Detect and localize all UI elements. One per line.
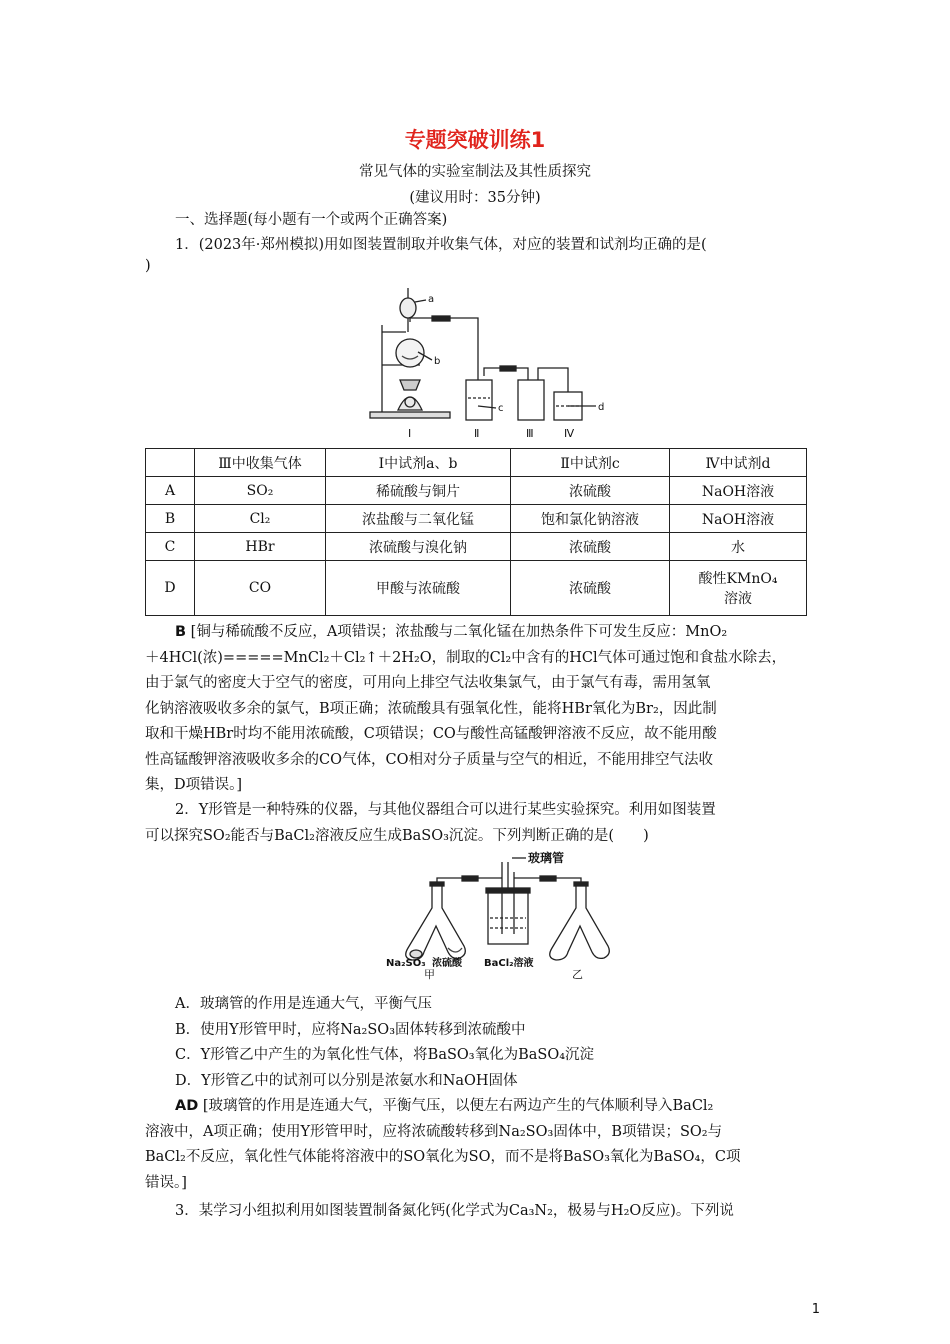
table-cell: 甲酸与浓硫酸 [326, 561, 511, 616]
q1-answer: B [175, 624, 187, 640]
option-c: C．Y形管乙中产生的为氧化性气体，将BaSO₃氧化为BaSO₄沉淀 [175, 1047, 595, 1063]
page-subtitle: 常见气体的实验室制法及其性质探究 [359, 164, 591, 180]
table-cell: C [146, 533, 195, 561]
q2-options [175, 992, 815, 1094]
option-d: D．Y形管乙中的试剂可以分别是浓氨水和NaOH固体 [175, 1072, 518, 1089]
table-cell: 饱和氯化钠溶液 [511, 505, 670, 533]
table-cell: 浓硫酸 [511, 533, 670, 561]
q1-label-c: c [498, 403, 504, 414]
table-cell: A [146, 477, 195, 505]
q1-label-d: d [598, 402, 605, 413]
q1-label-IV: Ⅳ [564, 427, 575, 440]
explanation-line: 集，D项错误。] [145, 777, 243, 793]
table-header-cell: Ⅳ中试剂d [670, 449, 807, 477]
q1-label-I: I [408, 427, 412, 440]
table-cell: HBr [195, 533, 326, 561]
q2-answer: AD [175, 1098, 199, 1114]
table-header-cell: Ⅰ中试剂a、b [326, 449, 511, 477]
explanation-line: [铜与稀硫酸不反应，A项错误；浓盐酸与二氧化锰在加热条件下可发生反应：MnO₂ [190, 624, 728, 640]
table-cell: CO [195, 561, 326, 616]
page-number: 1 [811, 1302, 820, 1317]
table-cell: 浓硫酸 [511, 561, 670, 616]
q1-label-b: b [434, 356, 441, 367]
explanation-line: [玻璃管的作用是连通大气，平衡气压，以便左右两边产生的气体顺利导入BaCl₂ [202, 1098, 714, 1114]
option-b: B．使用Y形管甲时，应将Na₂SO₃固体转移到浓硫酸中 [175, 1021, 526, 1038]
q2-label-bacl2: BaCl₂溶液 [484, 958, 534, 969]
q1-stem-line1: 1．(2023年·郑州模拟)用如图装置制取并收集气体，对应的装置和试剂均正确的是( [175, 237, 707, 253]
table-header-cell: Ⅲ中收集气体 [195, 449, 326, 477]
table-header-row [146, 449, 807, 477]
table-cell: D [146, 561, 195, 616]
explanation-line: 溶液中，A项正确；使用Y形管甲时，应将浓硫酸转移到Na₂SO₃固体中，B项错误；SO₂与 [145, 1123, 723, 1140]
q2-label-tube: 玻璃管 [528, 851, 565, 865]
q1-label-III: Ⅲ [526, 427, 534, 440]
table-row [146, 477, 807, 505]
table-row [146, 561, 807, 616]
table-cell: SO₂ [195, 477, 326, 505]
q2-label-acid: 浓硫酸 [432, 958, 462, 969]
q2-stem [145, 798, 815, 849]
explanation-line: 化钠溶液吸收多余的氯气，B项正确；浓硫酸具有强氧化性，能将HBr氧化为Br₂，因此制 [145, 700, 717, 717]
stem-line: 可以探究SO₂能否与BaCl₂溶液反应生成BaSO₃沉淀。下列判断正确的是( ) [145, 827, 649, 844]
suggested-time: (建议用时：35分钟) [409, 190, 541, 206]
table-cell: 浓硫酸 [511, 477, 670, 505]
q1-label-II: Ⅱ [474, 427, 480, 440]
table-header-cell: Ⅱ中试剂c [511, 449, 670, 477]
q2-explanation [145, 1094, 815, 1196]
q1-stem-line2: ) [145, 258, 151, 274]
page-title: 专题突破训练1 [404, 128, 546, 152]
table-cell: 水 [670, 533, 807, 561]
table-cell: 浓硫酸与溴化钠 [326, 533, 511, 561]
table-header-cell [146, 449, 195, 477]
table-cell: B [146, 505, 195, 533]
q2-label-jia: 甲 [424, 968, 435, 980]
table-cell [670, 561, 807, 616]
q2-label-yi: 乙 [572, 968, 583, 980]
explanation-line: 取和干燥HBr时均不能用浓硫酸，C项错误；CO与酸性高锰酸钾溶液不反应，故不能用酸 [145, 726, 717, 742]
explanation-line: 由于氯气的密度大于空气的密度，可用向上排空气法收集氯气，由于氯气有毒，需用氢氧 [145, 675, 711, 691]
q1-explanation [145, 620, 815, 799]
q1-table [145, 448, 807, 616]
table-cell: 稀硫酸与铜片 [326, 477, 511, 505]
option-a: A．玻璃管的作用是连通大气，平衡气压 [175, 996, 432, 1012]
explanation-line: 错误。] [145, 1174, 187, 1191]
stem-line: 2．Y形管是一种特殊的仪器，与其他仪器组合可以进行某些实验探究。利用如图装置 [175, 802, 716, 818]
table-cell-line: 溶液 [724, 591, 752, 607]
explanation-line: ＋4HCl(浓)=====MnCl₂＋Cl₂↑＋2H₂O，制取的Cl₂中含有的HCl气体可通过饱和食盐水除去， [145, 649, 787, 666]
explanation-line: 性高锰酸钾溶液吸收多余的CO气体，CO相对分子质量与空气的相近，不能用排空气法收 [145, 751, 713, 768]
q1-apparatus-figure [360, 280, 620, 445]
section-heading: 一、选择题(每小题有一个或两个正确答案) [175, 212, 448, 228]
q3-stem: 3．某学习小组拟利用如图装置制备氮化钙(化学式为Ca₃N₂，极易与H₂O反应)。下列说 [175, 1203, 734, 1219]
q1-label-a: a [428, 294, 435, 305]
table-cell-line: 酸性KMnO₄ [698, 571, 778, 587]
table-cell: Cl₂ [195, 505, 326, 533]
q2-label-na2so3: Na₂SO₃ [386, 958, 426, 969]
table-cell: 浓盐酸与二氧化锰 [326, 505, 511, 533]
q2-apparatus-figure [380, 848, 630, 980]
table-cell: NaOH溶液 [670, 505, 807, 533]
explanation-line: BaCl₂不反应，氧化性气体能将溶液中的SO氧化为SO，而不是将BaSO₃氧化为BaSO₄，C项 [145, 1149, 741, 1165]
table-row [146, 505, 807, 533]
table-cell: NaOH溶液 [670, 477, 807, 505]
table-row [146, 533, 807, 561]
